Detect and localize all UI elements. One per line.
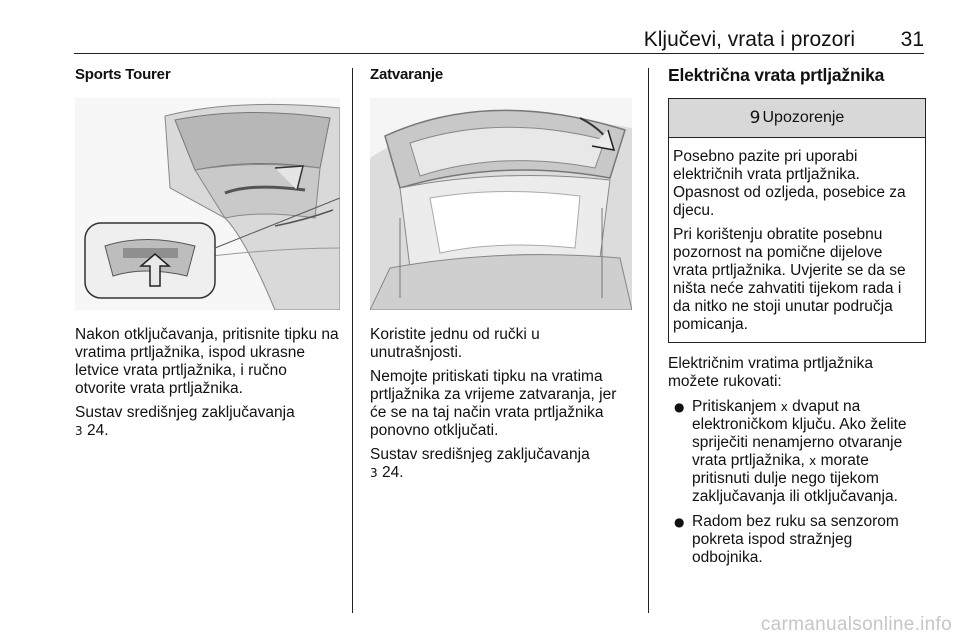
warning-triangle-icon: 9	[749, 108, 761, 128]
col1-reference[interactable]	[75, 422, 340, 440]
column-divider-1	[352, 68, 353, 613]
operation-list	[668, 398, 926, 567]
tailgate-key-icon: x	[809, 454, 817, 468]
open-tailgate-figure	[370, 98, 632, 310]
col2-reference-page[interactable]: 24.	[381, 464, 404, 481]
tailgate-handle-figure	[75, 98, 340, 310]
warning-paragraph-2: Pri korištenju obratite posebnu pozornost na pomične dijelove vrata prtljažnika. Uvjerite se da se ništa neće zahvatiti tijekom rada i da nitko ne stoji unutar područja pomicanja.	[673, 226, 906, 333]
warning-body	[669, 138, 925, 342]
warning-title: Upozorenje	[762, 109, 845, 126]
col2-paragraph-1: Koristite jednu od ručki u unutrašnjosti.	[370, 326, 540, 361]
warning-header	[669, 99, 925, 138]
bullet1-text-a: Pritiskanjem	[692, 398, 777, 415]
col1-paragraph-1: Nakon otključavanja, pritisnite tipku na vratima prtljažnika, ispod ukrasne letvice vrata prtljažnika, i ručno otvorite vrata prtljažnika.	[75, 326, 339, 397]
col2-reference[interactable]	[370, 464, 635, 482]
column-divider-2	[648, 68, 649, 613]
bullet1-text-b: dvaput na elektroničkom ključu. Ako želite spriječiti nenamjerno otvaranje vrata prtljažnika,	[692, 398, 907, 469]
col1-paragraph-2: Sustav središnjeg zaključavanja	[75, 404, 295, 421]
page-header-title: Ključevi, vrata i prozori	[643, 28, 855, 51]
watermark: carmanualsonline.info	[760, 614, 952, 635]
column-sports-tourer	[75, 66, 340, 446]
warning-box	[668, 98, 926, 343]
warning-paragraph-1: Posebno pazite pri uporabi električnih vrata prtljažnika. Opasnost od ozljeda, posebice za djecu.	[673, 148, 906, 219]
page-number: 31	[900, 28, 924, 51]
col2-paragraph-3: Sustav središnjeg zaključavanja	[370, 446, 590, 463]
open-tailgate-illustration-icon	[370, 98, 632, 310]
section-heading-sports-tourer: Sports Tourer	[75, 66, 171, 83]
reference-arrow-icon: 3	[75, 424, 83, 438]
tailgate-handle-illustration-icon	[75, 98, 340, 310]
list-item: ● Radom bez ruku sa senzorom pokreta ispod stražnjeg odbojnika.	[668, 513, 926, 567]
col2-paragraph-2: Nemojte pritiskati tipku na vratima prtljažnika za vrijeme zatvaranja, jer će se na taj način vrata prtljažnika ponovno otključati.	[370, 368, 617, 439]
col1-reference-page[interactable]: 24.	[86, 422, 109, 439]
bullet1-text-c: morate pritisnuti dulje nego tijekom zaključavanja ili otključavanja.	[692, 452, 898, 505]
list-item	[668, 398, 926, 506]
column-zatvaranje	[370, 66, 635, 488]
section-heading-electric-tailgate: Električna vrata prtljažnika	[668, 65, 885, 85]
header-rule	[74, 53, 924, 54]
column-electric-tailgate	[668, 66, 926, 574]
section-heading-zatvaranje: Zatvaranje	[370, 66, 444, 83]
reference-arrow-icon: 3	[370, 466, 378, 480]
tailgate-key-icon: x	[780, 400, 788, 414]
col3-intro: Električnim vratima prtljažnika možete rukovati:	[668, 355, 873, 390]
